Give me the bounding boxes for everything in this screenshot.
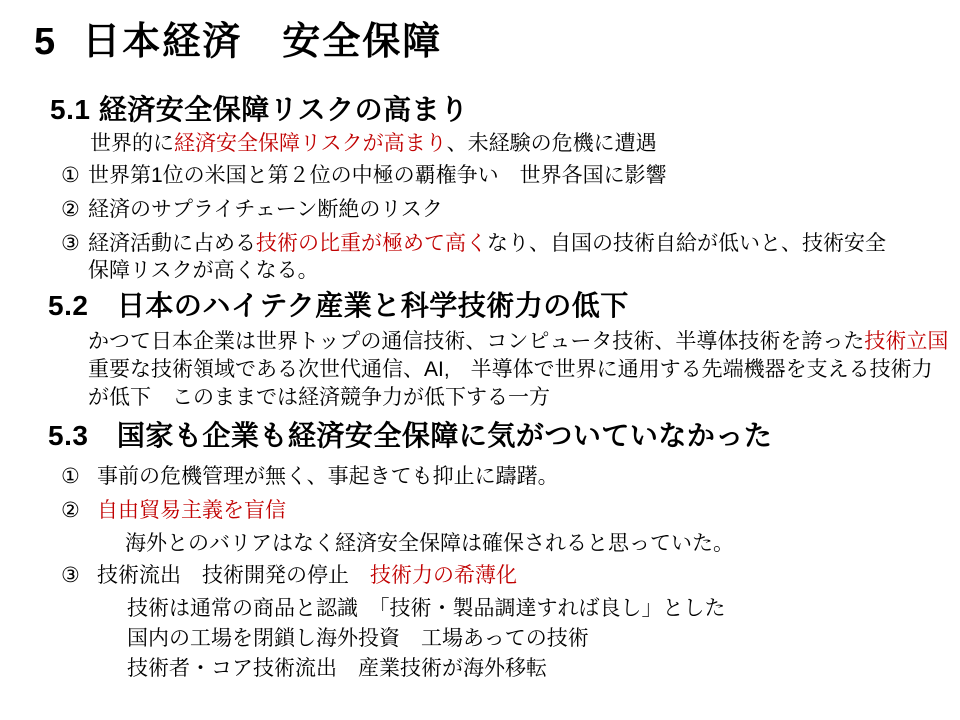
section-5-1-heading: 5.1 経済安全保障リスクの高まり	[50, 94, 469, 125]
s3-item-3-subline-3: 技術者・コア技術流出 産業技術が海外移転	[127, 657, 547, 680]
s3-item-3-text	[97, 562, 517, 589]
s1-item-3-red-highlight: 技術の比重が極めて高く	[256, 232, 487, 255]
s3-item-3-subline-1: 技術は通常の商品と認識 「技術・製品調達すれば良し」とした	[127, 597, 726, 620]
slide-title: 5 日本経済 安全保障	[34, 21, 443, 63]
s1-intro-line	[90, 130, 657, 157]
circled-2-marker: ②	[61, 198, 80, 221]
s1-intro-post: 、未経験の危機に遭遇	[446, 132, 657, 155]
s1-item-3-post: なり、自国の技術自給が低いと、技術安全保障リスクが高くなる。	[88, 232, 886, 283]
s1-item-3-pre: 経済活動に占める	[88, 232, 256, 255]
section-5-2-heading: 5.2 日本のハイテク産業と科学技術力の低下	[48, 290, 629, 321]
s1-item-1	[61, 162, 935, 189]
s1-item-3-text	[88, 230, 893, 285]
section-5-3-heading: 5.3 国家も企業も経済安全保障に気がついていなかった	[48, 420, 773, 451]
s2-body-line-2: 重要な技術領域である次世代通信、AI, 半導体で世界に通用する先端機器を支える技術力	[88, 358, 933, 381]
s3-item-3-pre: 技術流出 技術開発の停止	[97, 564, 370, 587]
s2-body-line-3: が低下 このままでは経済競争力が低下する一方	[88, 386, 550, 409]
s3-item-3-subline-2: 国内の工場を閉鎖し海外投資 工場あっての技術	[127, 627, 589, 650]
s1-item-2	[61, 196, 935, 223]
s1-intro-pre: 世界的に	[90, 132, 174, 155]
s2-body-line-1	[88, 328, 948, 355]
s1-item-1-text: 世界第1位の米国と第２位の中極の覇権争い 世界各国に影響	[88, 164, 667, 187]
s3-item-3	[61, 562, 935, 589]
s1-item-2-text: 経済のサプライチェーン断絶のリスク	[88, 198, 443, 221]
s3-item-1	[61, 463, 935, 490]
s1-intro-red-highlight: 経済安全保障リスクが高まり	[174, 132, 447, 155]
s3-item-2-red-text: 自由貿易主義を盲信	[97, 499, 286, 522]
s3-item-1-text: 事前の危機管理が無く、事起きても抑止に躊躇。	[97, 465, 559, 488]
circled-3-marker: ③	[61, 232, 80, 255]
s3-item-2-subline: 海外とのバリアはなく経済安全保障は確保されると思っていた。	[125, 532, 734, 555]
circled-3-marker: ③	[61, 564, 80, 587]
circled-2-marker: ②	[61, 499, 80, 522]
s3-item-2	[61, 497, 935, 524]
s3-item-3-red-highlight: 技術力の希薄化	[370, 564, 517, 587]
s2-line1-pre: かつて日本企業は世界トップの通信技術、コンピュータ技術、半導体技術を誇った	[88, 330, 865, 353]
s1-item-3	[61, 230, 935, 285]
circled-1-marker: ①	[61, 164, 80, 187]
circled-1-marker: ①	[61, 465, 80, 488]
s2-line1-red-highlight: 技術立国	[864, 330, 949, 353]
